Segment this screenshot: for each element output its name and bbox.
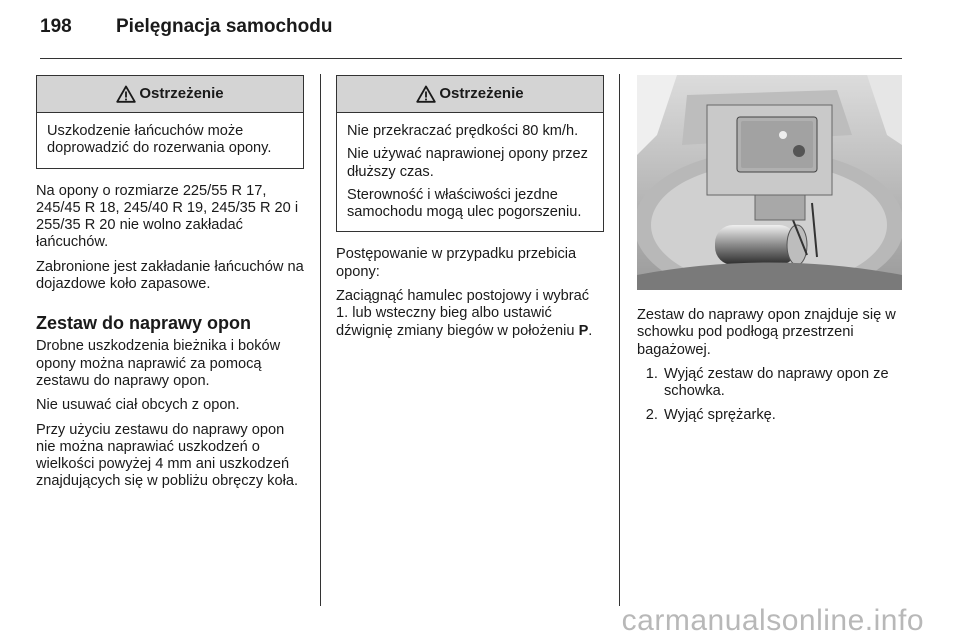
list-item: 1. Wyjąć zestaw do naprawy opon ze schowka.: [662, 366, 907, 401]
page-header: [40, 16, 332, 38]
list-item: 2. Wyjąć sprężarkę.: [662, 407, 907, 424]
warning-text: Nie używać naprawionej opony przez dłuższy czas.: [347, 146, 588, 180]
photo-caption: Zestaw do naprawy opon znajduje się w schowku pod podłogą przestrzeni bagażowej.: [637, 307, 896, 358]
warning-text: Uszkodzenie łańcuchów może doprowadzić do rozerwania opony.: [47, 123, 272, 157]
warning-triangle-icon: [416, 85, 436, 103]
paragraph: [336, 288, 604, 340]
column-divider: [619, 74, 620, 606]
warning-title: Ostrzeżenie: [139, 85, 224, 103]
warning-text: Sterowność i właściwości jezdne samochodu mogą ulec pogorszeniu.: [347, 186, 582, 221]
warning-triangle-icon: [116, 85, 136, 103]
warning-title: Ostrzeżenie: [439, 85, 524, 103]
paragraph: Na opony o rozmiarze 225/55 R 17, 245/45 R 18, 245/40 R 19, 245/35 R 20 i 255/35 R 20 nie wolno zakładać łańcuchów.: [36, 182, 299, 251]
page-title: Pielęgnacja samochodu: [116, 16, 333, 37]
column-divider: [320, 74, 321, 606]
paragraph: Przy użyciu zestawu do naprawy opon nie można naprawiać uszkodzeń o wielkości powyżej 4 mm ani uszkodzeń znajdujących się w pobliżu obręczy koła.: [36, 421, 299, 490]
paragraph: Postępowanie w przypadku przebicia opony:: [336, 246, 577, 280]
warning-box: [336, 75, 604, 232]
page-number: 198: [40, 16, 72, 37]
header-rule: [40, 58, 902, 59]
paragraph-end: .: [588, 322, 593, 339]
warning-box: [36, 75, 304, 169]
site-watermark: carmanualsonline.info: [621, 604, 924, 637]
gear-position-p: P: [578, 322, 589, 339]
paragraph: Drobne uszkodzenia bieżnika i boków opony można naprawić za pomocą zestawu do naprawy opon.: [36, 338, 281, 389]
column-left: [36, 75, 304, 498]
warning-text: Nie przekraczać prędkości 80 km/h.: [347, 123, 579, 139]
column-right: [637, 75, 907, 432]
warning-header: [37, 76, 303, 113]
warning-header: [337, 76, 603, 113]
paragraph: Nie usuwać ciał obcych z opon.: [36, 397, 240, 414]
column-middle: [336, 75, 604, 347]
paragraph-text: Zaciągnąć hamulec postojowy i wybrać 1. lub wsteczny bieg albo ustawić dźwignię zmiany biegów w położeniu: [336, 288, 590, 339]
steps-list: [637, 366, 907, 425]
paragraph: Zabronione jest zakładanie łańcuchów na dojazdowe koło zapasowe.: [36, 258, 304, 293]
trunk-repair-kit-photo: [637, 75, 902, 290]
section-heading: Zestaw do naprawy opon: [36, 313, 252, 334]
